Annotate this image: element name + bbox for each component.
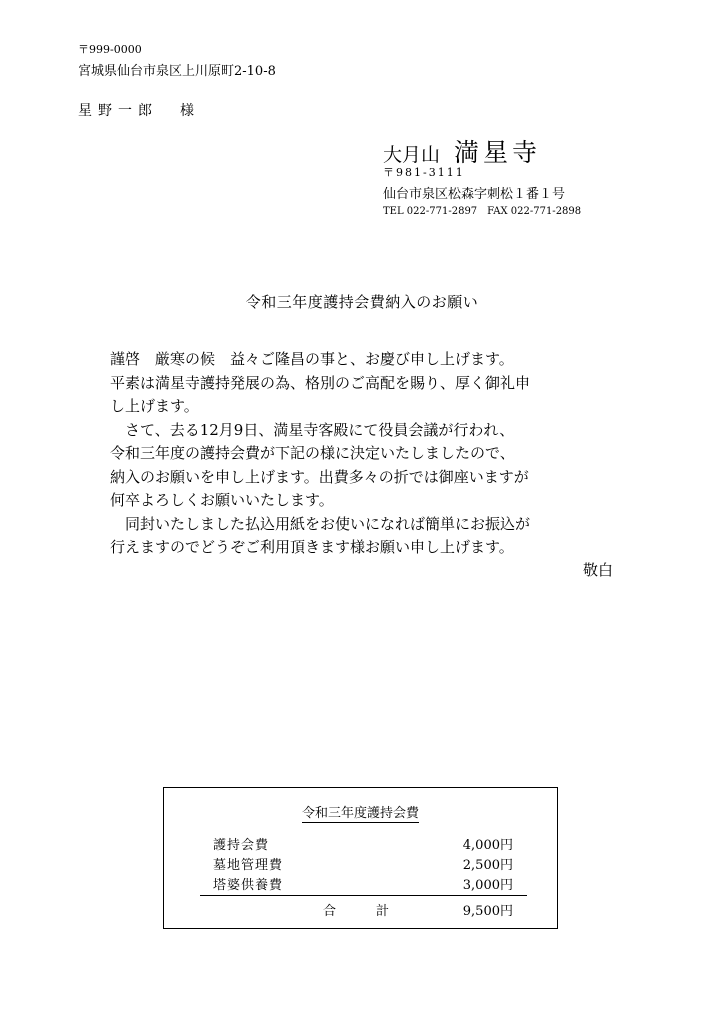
sender-temple-name: 満星寺 [454,138,542,167]
recipient-address: 宮城県仙台市泉区上川原町2-10-8 [78,64,276,79]
letter-title: 令和三年度護持会費納入のお願い [245,293,479,311]
fee-total-label-1: 合 [323,904,337,919]
fee-table-title-text: 令和三年度護持会費 [301,806,419,821]
body-line: 何卒よろしくお願いいたします。 [110,491,334,509]
sender-postal-code: 〒981-3111 [383,166,465,179]
fee-row [213,854,513,874]
fee-table [163,787,558,929]
fee-label: 護持会費 [213,838,270,853]
body-line: 行えますのでどうぞご利用頂きます様お願い申し上げます。 [110,538,514,556]
body-line: 納入のお願いを申し上げます。出費多々の折では御座いますが [110,467,529,486]
recipient-postal-code: 〒999-0000 [78,43,142,56]
fee-total-amount: 9,500円 [462,904,513,919]
body-line: さて、去る12月9日、満星寺客殿にて役員会議が行われ、 [110,420,515,439]
body-line: 令和三年度の護持会費が下記の様に決定いたしましたので、 [110,444,515,462]
sender-mountain-name: 大月山 [383,144,441,166]
fee-total-divider [200,895,527,896]
fee-total-label [323,900,389,919]
recipient-honorific: 様 [180,103,194,119]
recipient-name-line [78,100,194,120]
fee-amount: 3,000円 [462,878,513,893]
fee-label: 墓地管理費 [213,858,284,873]
body-line: 謹啓 厳寒の候 益々ご隆昌の事と、お慶び申し上げます。 [110,350,514,368]
fee-amount: 4,000円 [462,838,513,853]
fee-amount: 2,500円 [462,858,513,873]
closing-word: 敬白 [583,561,614,579]
fee-row [213,874,513,894]
sender-tel-fax: TEL 022-771-2897 FAX 022-771-2898 [383,206,582,217]
letter-body [110,348,530,560]
recipient-name: 星野一郎 [78,103,158,119]
body-line: し上げます。 [110,397,199,415]
fee-label: 塔婆供養費 [213,878,284,893]
fee-table-title [164,802,557,821]
fee-row [213,834,513,854]
fee-total-label-2: 計 [376,904,390,919]
sender-address: 仙台市泉区松森字刺松１番１号 [383,187,566,202]
body-line: 同封いたしました払込用紙をお使いになれば簡単にお振込が [110,514,531,533]
body-line: 平素は満星寺護持発展の為、格別のご高配を賜り、厚く御礼申 [110,373,531,392]
